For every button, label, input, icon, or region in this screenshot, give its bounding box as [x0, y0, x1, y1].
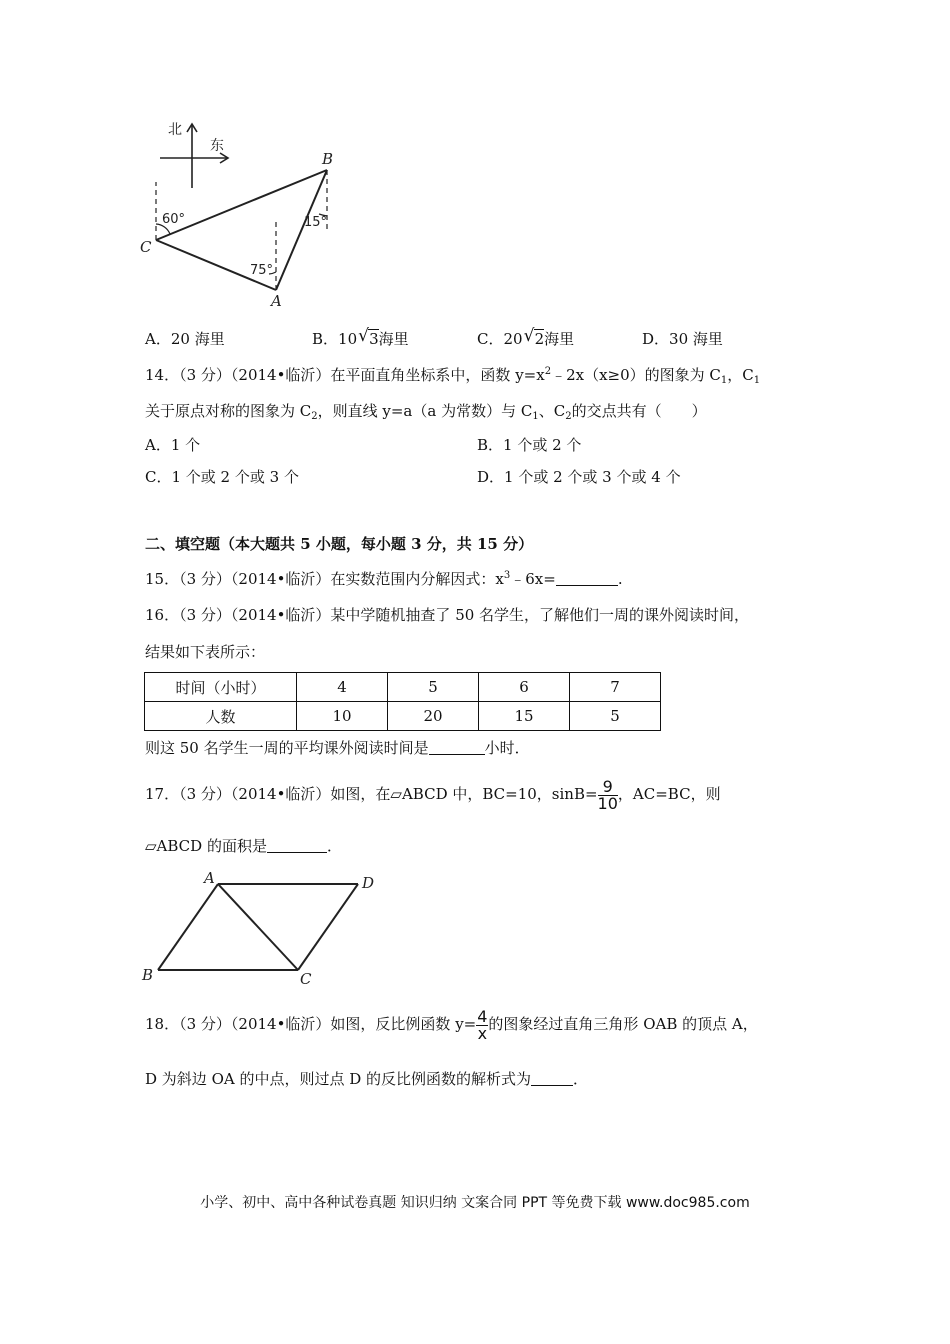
- table-cell: 15: [479, 702, 570, 731]
- q14-option-c: C．1 个或 2 个或 3 个: [145, 468, 299, 486]
- vertex-a-label: A: [204, 869, 215, 887]
- q13-option-c: C．20√ 2海里: [477, 328, 574, 349]
- table-cell: 5: [570, 702, 661, 731]
- point-a-label: A: [271, 292, 282, 310]
- vertex-b-label: B: [142, 966, 154, 984]
- q16-answer-blank[interactable]: [429, 740, 485, 755]
- table-cell: 4: [297, 673, 388, 702]
- vertex-d-label: D: [362, 874, 375, 892]
- side-dc: [298, 884, 358, 970]
- q14-option-d: D．1 个或 2 个或 3 个或 4 个: [477, 468, 681, 486]
- section-heading: 二、填空题（本大题共 5 小题，每小题 3 分，共 15 分）: [145, 535, 534, 553]
- table-cell: 人数: [145, 702, 297, 731]
- table-row: [145, 702, 661, 731]
- point-b-label: B: [322, 150, 334, 168]
- q16-line2: 结果如下表所示：: [145, 643, 266, 661]
- q14-line1: 14．（3 分）（2014•临沂）在平面直角坐标系中，函数 $y=x^2﹣2x(x\ge 0)$的图象为 $C_1$，$C_1$: [145, 366, 761, 386]
- table-row: [145, 673, 661, 702]
- q18-line1: 18．（3 分）（2014•临沂）如图，反比例函数 y= $\frac{4}{x}$ 的图象经过直角三角形 OAB 的顶点 A，: [145, 1006, 758, 1043]
- q16-line1: 16．（3 分）（2014•临沂）某中学随机抽查了 50 名学生，了解他们一周的课外阅读时间，: [145, 606, 750, 624]
- table-cell: 20: [388, 702, 479, 731]
- q18-line2: D 为斜边 OA 的中点，则过点 D 的反比例函数的解析式为 ．: [145, 1070, 589, 1088]
- q14-option-a: A．1 个: [145, 436, 201, 454]
- east-label: 东: [210, 138, 224, 154]
- angle-15-label: 15°: [304, 215, 328, 230]
- table-cell: 时间（小时）: [145, 673, 297, 702]
- figure-parallelogram: [138, 866, 388, 986]
- figure-navigation-triangle: [130, 112, 350, 312]
- q15-line: 15．（3 分）（2014•临沂）在实数范围内分解因式：$x^3﹣6x=$ .: [145, 570, 623, 588]
- q18-answer-blank[interactable]: [531, 1071, 573, 1086]
- q13-option-a: A．20 海里: [145, 330, 225, 348]
- sqrt-3: √ 3: [368, 329, 379, 348]
- table-cell: 6: [479, 673, 570, 702]
- q13-option-b: B．10√ 3海里: [312, 328, 409, 349]
- sqrt-2: √ 2: [534, 329, 545, 348]
- q17-answer-blank[interactable]: [267, 838, 327, 853]
- q16-after: 则这 50 名学生一周的平均课外阅读时间是 小时．: [145, 739, 530, 757]
- fraction-9-10: $\frac{9}{10}$: [597, 776, 618, 813]
- vertex-c-label: C: [300, 970, 312, 986]
- q17-line2: ▱ABCD 的面积是 ．: [145, 837, 342, 855]
- diagonal-ac: [218, 884, 298, 970]
- angle-75-label: 75°: [250, 263, 274, 278]
- q14-line2: 关于原点对称的图象为 $C_2$，则直线 y=a（a 为常数）与 $C_1$、$C_2$的交点共有（ ）: [145, 402, 707, 422]
- fraction-4-x: $\frac{4}{x}$: [477, 1006, 488, 1043]
- point-c-label: C: [140, 238, 152, 256]
- footer-download-note: 小学、初中、高中各种试卷真题 知识归纳 文案合同 PPT 等免费下载 www.doc985.com: [200, 1195, 750, 1211]
- q13-option-d: D．30 海里: [642, 330, 723, 348]
- table-cell: 7: [570, 673, 661, 702]
- q14-option-b: B．1 个或 2 个: [477, 436, 582, 454]
- angle-60-label: 60°: [162, 212, 186, 227]
- q17-line1: 17．（3 分）（2014•临沂）如图，在▱ABCD 中，BC=10，sinB= $\frac{9}{10}$ ，AC=BC，则: [145, 776, 721, 813]
- table-cell: 5: [388, 673, 479, 702]
- north-label: 北: [168, 122, 182, 138]
- table-cell: 10: [297, 702, 388, 731]
- reading-time-table: [144, 672, 661, 731]
- side-ba: [158, 884, 218, 970]
- q15-answer-blank[interactable]: [556, 571, 618, 586]
